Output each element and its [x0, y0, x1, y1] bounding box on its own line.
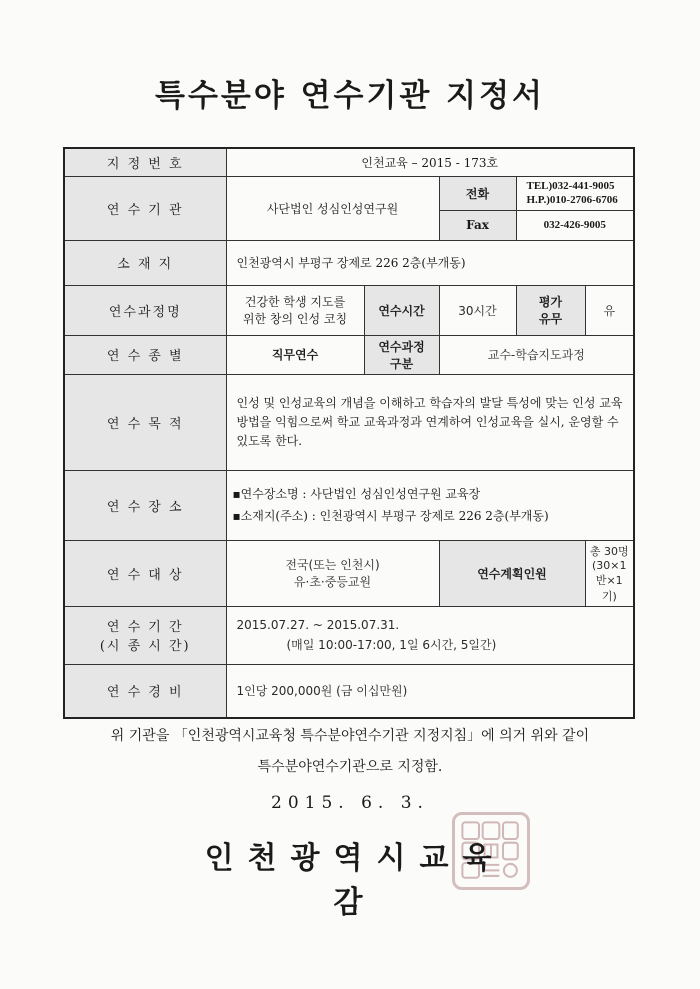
statement-line1: 위 기관을 「인천광역시교육청 특수분야연수기관 지정지침」에 의거 위와 같이 [110, 728, 590, 744]
row-course-name [64, 285, 634, 335]
phone-value: TEL)032-441-9005 [526, 180, 615, 192]
period-label [64, 606, 226, 664]
plan-value [585, 540, 634, 606]
course-name-line2: 위한 창의 인성 코칭 [242, 312, 348, 326]
period-line1: 2015.07.27. ~ 2015.07.31. [236, 618, 400, 632]
row-institution [64, 176, 634, 210]
row-purpose [64, 374, 634, 470]
plan-label: 연수계획인원 [439, 540, 585, 606]
category-label-line2: 구분 [389, 356, 414, 371]
row-cost [64, 664, 634, 718]
venue-label: 연 수 장 소 [64, 470, 226, 540]
eval-label-line2: 유무 [538, 312, 563, 326]
purpose-value: 인성 및 인성교육의 개념을 이해하고 학습자의 발달 특성에 맞는 인성 교육 방법을 익힘으로써 학교 교육과정과 연계하여 인성교육을 실시, 운영할 수 있도록 한다. [226, 374, 634, 470]
designation-table [63, 147, 635, 719]
target-line2: 유·초·중등교원 [293, 575, 372, 589]
row-venue [64, 470, 634, 540]
issue-date: 2015. 6. 3. [271, 793, 429, 813]
eval-label [516, 285, 585, 335]
row-course-type [64, 335, 634, 374]
fax-label: Fax [439, 210, 516, 240]
hours-value: 30시간 [439, 285, 516, 335]
course-name-line1: 건강한 학생 지도를 [244, 295, 346, 309]
row-period [64, 606, 634, 664]
venue-address-line: ▪소재지(주소) : 인천광역시 부평구 장제로 226 2층(부개동) [232, 509, 549, 523]
target-label: 연 수 대 상 [64, 540, 226, 606]
category-label [364, 335, 439, 374]
fax-value: 032-426-9005 [516, 210, 634, 240]
cost-label: 연 수 경 비 [64, 664, 226, 718]
target-line1: 전국(또는 인천시) [285, 558, 380, 572]
course-name-value [226, 285, 364, 335]
document-title: 특수분야 연수기관 지정서 [155, 78, 545, 114]
category-value: 교수-학습지도과정 [439, 335, 634, 374]
institution-value: 사단법인 성심인성연구원 [226, 176, 439, 240]
hours-label: 연수시간 [364, 285, 439, 335]
eval-label-line1: 평가 [538, 295, 563, 309]
statement-line2: 특수분야연수기관으로 지정함. [257, 759, 443, 775]
course-name-label: 연수과정명 [64, 285, 226, 335]
row-address [64, 240, 634, 285]
plan-line1: 총 30명 [589, 544, 629, 558]
mobile-value: H.P.)010-2706-6706 [526, 194, 618, 206]
designation-no-label: 지 정 번 호 [64, 148, 226, 176]
target-value [226, 540, 439, 606]
phone-label: 전화 [439, 176, 516, 210]
purpose-label: 연 수 목 적 [64, 374, 226, 470]
period-value [226, 606, 634, 664]
row-designation-no [64, 148, 634, 176]
course-type-label: 연 수 종 별 [64, 335, 226, 374]
venue-value [226, 470, 634, 540]
address-value: 인천광역시 부평구 장제로 226 2층(부개동) [226, 240, 634, 285]
category-label-line1: 연수과정 [378, 339, 425, 354]
issuer-name: 인천광역시교육감 [204, 841, 506, 920]
period-label-line2: (시 종 시 간) [99, 639, 191, 654]
course-type-value: 직무연수 [226, 335, 364, 374]
eval-value: 유 [585, 285, 634, 335]
address-label: 소 재 지 [64, 240, 226, 285]
designation-no-value: 인천교육 – 2015 - 173호 [226, 148, 634, 176]
phone-cell [516, 176, 634, 210]
cost-value: 1인당 200,000원 (금 이십만원) [226, 664, 634, 718]
institution-label: 연 수 기 관 [64, 176, 226, 240]
venue-name-line: ▪연수장소명 : 사단법인 성심인성연구원 교육장 [232, 487, 481, 501]
row-target [64, 540, 634, 606]
plan-line2: (30×1반×1기) [592, 558, 627, 603]
period-label-line1: 연 수 기 간 [106, 620, 184, 635]
period-line2: (매일 10:00-17:00, 1일 6시간, 5일간) [286, 638, 497, 652]
